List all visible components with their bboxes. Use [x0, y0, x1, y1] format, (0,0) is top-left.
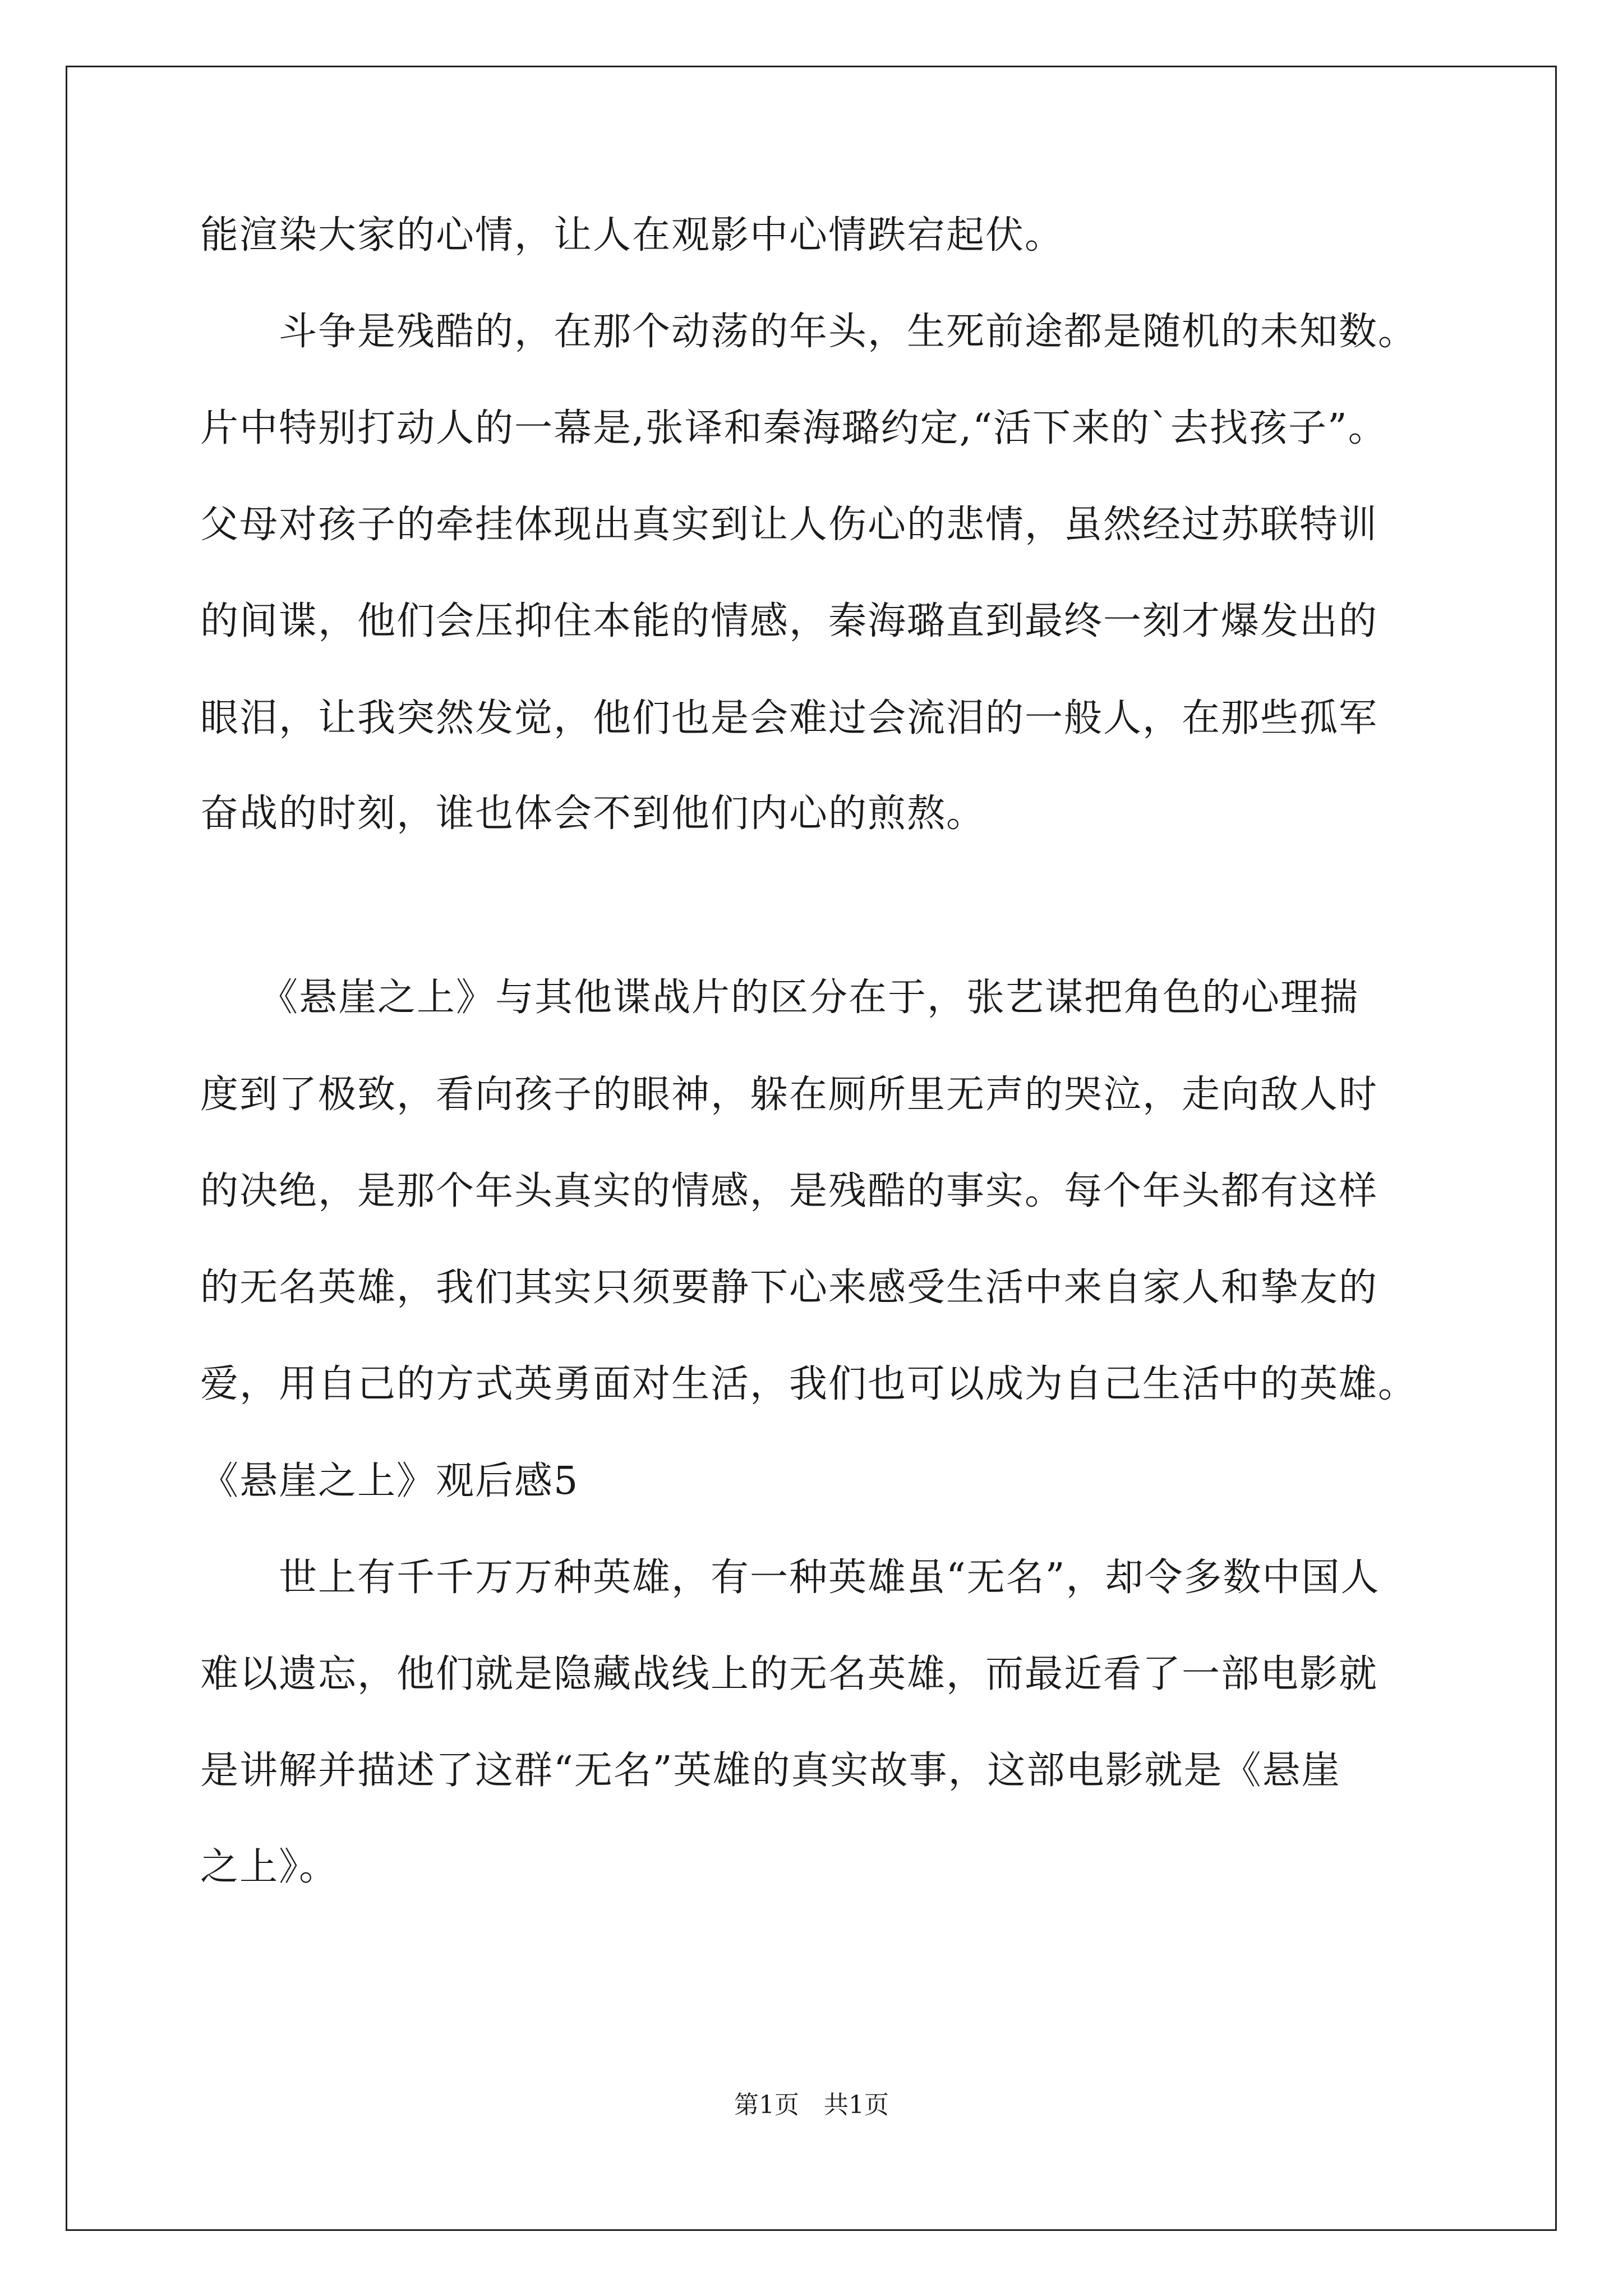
paragraph-line: 能渲染大家的心情，让人在观影中心情跌宕起伏。 [200, 213, 1064, 257]
paragraph-line: 难以遗忘，他们就是隐藏战线上的无名英雄，而最近看了一部电影就 [200, 1652, 1378, 1696]
paragraph-line: 片中特别打动人的一幕是,张译和秦海璐约定,“活下来的`去找孩子”。 [200, 406, 1387, 450]
paragraph-line: 度到了极致，看向孩子的眼神，躲在厕所里无声的哭泣，走向敌人时 [200, 1073, 1378, 1117]
paragraph-line: 世上有千千万万种英雄，有一种英雄虽“无名”，却令多数中国人 [200, 1556, 1380, 1600]
paragraph-line: 斗争是残酷的，在那个动荡的年头，生死前途都是随机的未知数。 [200, 310, 1418, 354]
section-heading: 《悬崖之上》观后感5 [200, 1459, 579, 1503]
paragraph-line: 是讲解并描述了这群“无名”英雄的真实故事，这部电影就是《悬崖 [200, 1749, 1341, 1793]
paragraph-line: 的决绝，是那个年头真实的情感，是残酷的事实。每个年头都有这样 [200, 1169, 1378, 1213]
paragraph-line: 的无名英雄，我们其实只须要静下心来感受生活中来自家人和挚友的 [200, 1266, 1378, 1310]
paragraph-line: 奋战的时刻，谁也体会不到他们内心的煎熬。 [200, 792, 986, 836]
paragraph-line: 爱，用自己的方式英勇面对生活，我们也可以成为自己生活中的英雄。 [200, 1362, 1418, 1406]
paragraph-line: 眼泪，让我突然发觉，他们也是会难过会流泪的一般人，在那些孤军 [200, 696, 1378, 740]
page-footer: 第1页 共1页 [734, 2091, 889, 2119]
paragraph-line: 父母对孩子的牵挂体现出真实到让人伤心的悲情，虽然经过苏联特训 [200, 503, 1378, 547]
paragraph-line: 的间谍，他们会压抑住本能的情感，秦海璐直到最终一刻才爆发出的 [200, 599, 1378, 643]
paragraph-line: 《悬崖之上》与其他谍战片的区分在于，张艺谋把角色的心理揣 [200, 976, 1359, 1020]
paragraph-line: 之上》。 [200, 1845, 339, 1889]
page-border [66, 66, 1557, 2231]
